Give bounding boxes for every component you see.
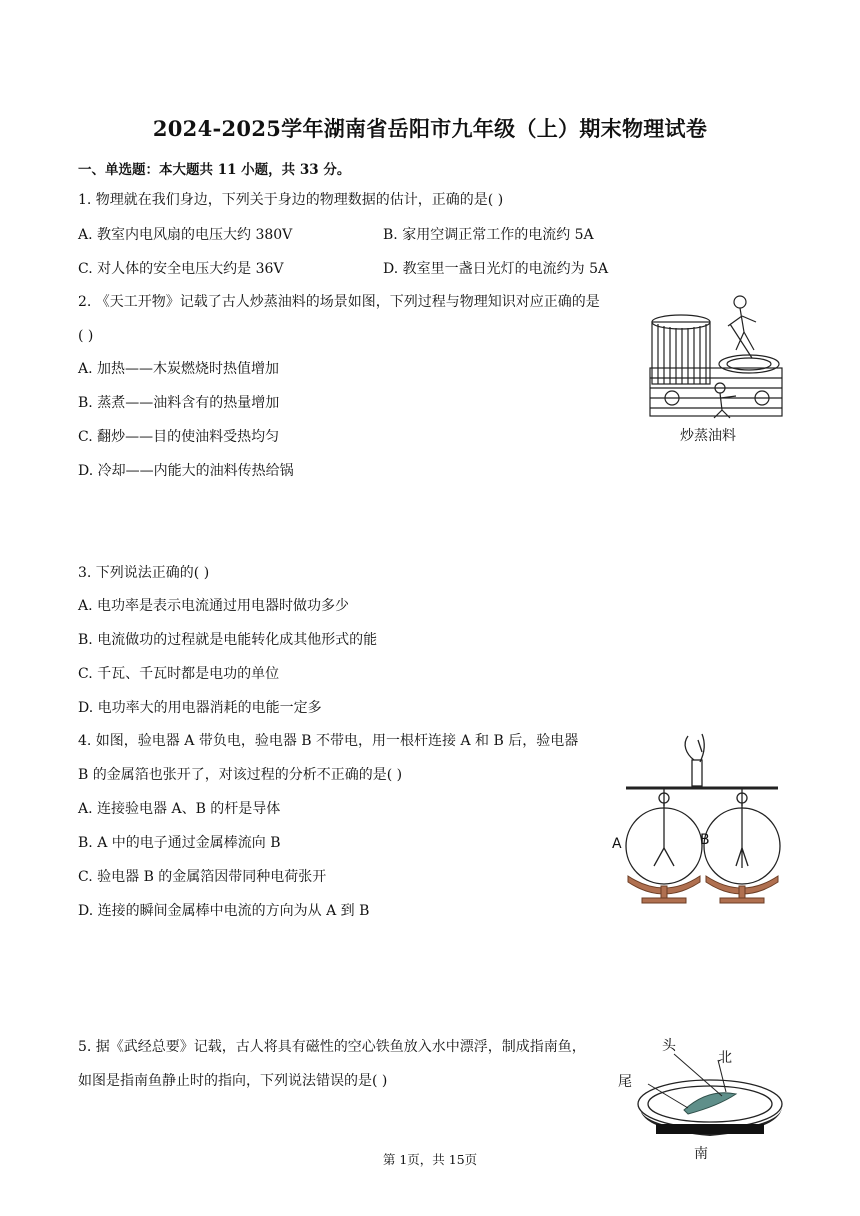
q4-option-d: D. 连接的瞬间金属棒中电流的方向为从 A 到 B xyxy=(78,903,370,919)
q4-option-a: A. 连接验电器 A、B 的杆是导体 xyxy=(78,801,281,817)
q1-stem: 1. 物理就在我们身边，下列关于身边的物理数据的估计，正确的是( ) xyxy=(78,192,504,208)
q3-option-d: D. 电功率大的用电器消耗的电能一定多 xyxy=(78,700,322,716)
q4-option-c: C. 验电器 B 的金属箔因带同种电荷张开 xyxy=(78,869,327,885)
q2-option-a: A. 加热——木炭燃烧时热值增加 xyxy=(78,361,280,377)
q4-figure-electroscopes xyxy=(606,730,786,906)
q3-option-b: B. 电流做功的过程就是电能转化成其他形式的能 xyxy=(78,632,378,648)
q4-label-b: B xyxy=(700,832,710,848)
q3-option-a: A. 电功率是表示电流通过用电器时做功多少 xyxy=(78,598,350,614)
q2-option-d: D. 冷却——内能大的油料传热给锅 xyxy=(78,463,294,479)
q3-stem: 3. 下列说法正确的( ) xyxy=(78,565,210,581)
q4-stem: 4. 如图，验电器 A 带负电，验电器 B 不带电，用一根杆连接 A 和 B 后，验电器 xyxy=(78,733,579,749)
q2-option-b: B. 蒸煮——油料含有的热量增加 xyxy=(78,395,280,411)
q5-figure-south-pointing-fish xyxy=(618,1034,790,1164)
q2-option-c: C. 翻炒——目的使油料受热均匀 xyxy=(78,429,280,445)
q5-stem: 5. 据《武经总要》记载，古人将具有磁性的空心铁鱼放入水中漂浮，制成指南鱼， xyxy=(78,1039,586,1055)
q2-stem: 2. 《天工开物》记载了古人炒蒸油料的场景如图，下列过程与物理知识对应正确的是 xyxy=(78,294,600,310)
q2-stem-bracket: ( ) xyxy=(78,328,94,344)
q2-figure-stir-frying xyxy=(644,292,786,442)
q5-label-south: 南 xyxy=(694,1146,708,1162)
q5-label-tail: 尾 xyxy=(618,1074,632,1090)
q4-option-b: B. A 中的电子通过金属棒流向 B xyxy=(78,835,281,851)
page-title: 2024-2025学年湖南省岳阳市九年级（上）期末物理试卷 xyxy=(152,116,708,141)
section-heading: 一、单选题：本大题共 11 小题，共 33 分。 xyxy=(78,162,351,178)
q1-option-b: B. 家用空调正常工作的电流约 5A xyxy=(383,227,594,243)
q1-option-d: D. 教室里一盏日光灯的电流约为 5A xyxy=(383,261,609,277)
q1-option-a: A. 教室内电风扇的电压大约 380V xyxy=(78,227,293,243)
q5-label-head: 头 xyxy=(662,1038,676,1054)
q5-label-north: 北 xyxy=(718,1050,732,1066)
q2-figure-caption: 炒蒸油料 xyxy=(680,428,736,444)
q4-stem-line2: B 的金属箔也张开了，对该过程的分析不正确的是( ) xyxy=(78,767,403,783)
q3-option-c: C. 千瓦、千瓦时都是电功的单位 xyxy=(78,666,280,682)
page-footer: 第 1页，共 15页 xyxy=(382,1152,478,1167)
q5-stem-line2: 如图是指南鱼静止时的指向，下列说法错误的是( ) xyxy=(78,1073,388,1089)
q4-label-a: A xyxy=(612,836,622,852)
q1-option-c: C. 对人体的安全电压大约是 36V xyxy=(78,261,284,277)
